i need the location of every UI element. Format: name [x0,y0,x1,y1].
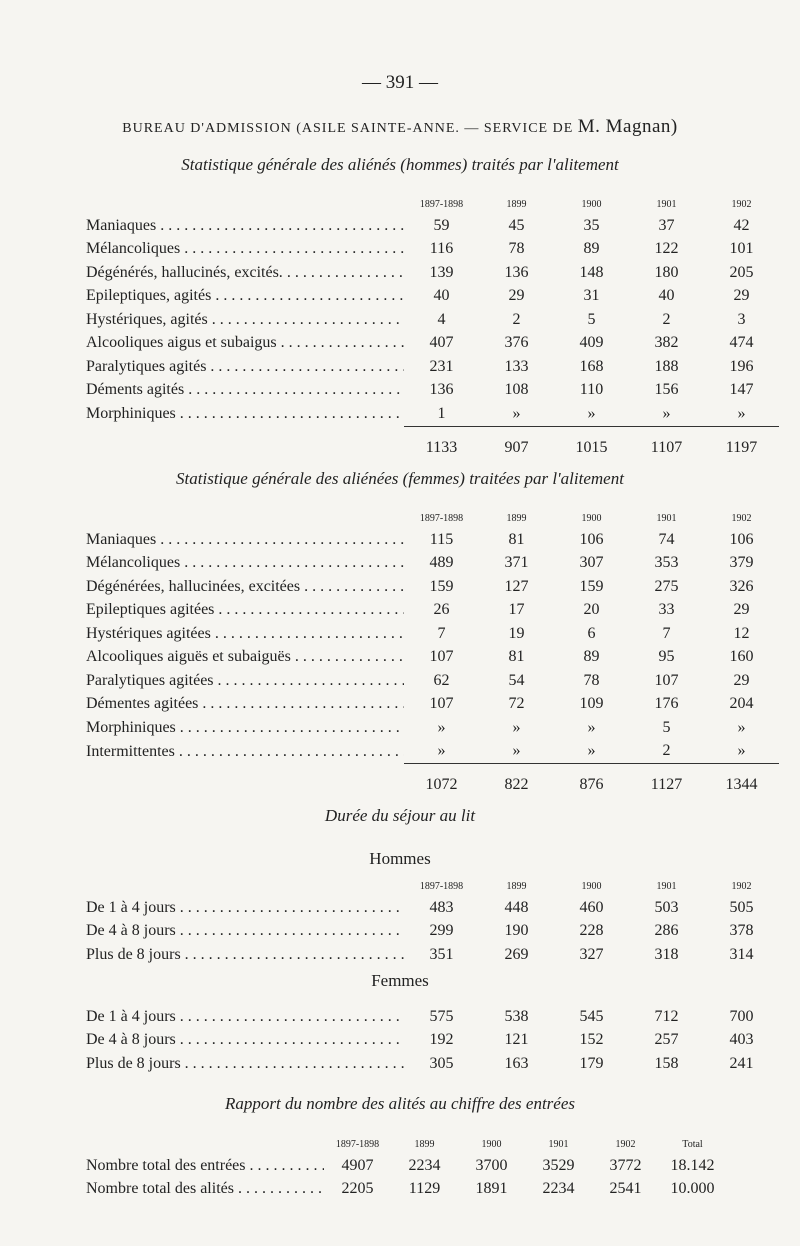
row-label-cell [86,355,404,379]
value-cell: 382 [654,334,679,352]
total-cell: 907 [479,426,554,457]
duration-men-year-header: 1901 [656,880,677,892]
women-row [86,552,779,576]
value-cell: 505 [729,898,754,916]
duration-men-year-header: 1899 [506,880,527,892]
value-cell: 54 [508,671,525,689]
value-cell: » [737,718,746,736]
women-row [86,646,779,670]
ratio-row [86,1154,726,1178]
value-cell: » [512,404,521,422]
men-year-header: 1900 [581,198,602,210]
value-cell: 305 [429,1054,454,1072]
men-table-caption: Statistique générale des aliénés (hommes) traités par l'alitement [181,155,619,174]
value-cell: 460 [579,898,604,916]
value-cell: 228 [579,922,604,940]
duration-men-year-header: 1897-1898 [419,880,464,892]
value-cell: 62 [433,671,450,689]
row-label-cell [86,552,404,576]
value-cell: 700 [729,1007,754,1025]
women-year-header: 1897-1898 [419,512,464,524]
value-cell: 18.142 [670,1156,715,1174]
row-label-cell [86,693,404,717]
row-label: Maniaques . . . [86,531,404,548]
totals-spacer [86,764,404,795]
row-label-cell [86,669,404,693]
value-cell: 448 [504,898,529,916]
value-cell: 40 [658,287,675,305]
value-cell: 139 [429,263,454,281]
row-label-cell [86,308,404,332]
men-row [86,308,779,332]
header-spacer [86,1134,324,1154]
ratio-year-header: 1901 [548,1138,569,1150]
value-cell: 269 [504,945,529,963]
value-cell: 2541 [609,1180,642,1198]
value-cell: 192 [429,1031,454,1049]
row-label: Maniaques . . . [86,217,404,234]
women-totals-row [86,764,779,795]
duration-caption: Durée du séjour au lit [324,806,476,825]
page-number: — 391 — [362,72,438,93]
value-cell: 2 [512,310,521,328]
value-cell: 231 [429,357,454,375]
value-cell: 712 [654,1007,679,1025]
men-row [86,285,779,309]
women-year-header: 1902 [731,512,752,524]
value-cell: 286 [654,922,679,940]
women-row [86,740,779,764]
duration-men-year-header: 1902 [731,880,752,892]
value-cell: 107 [429,695,454,713]
value-cell: 74 [658,530,675,548]
value-cell: 101 [729,240,754,258]
value-cell: 7 [437,624,446,642]
row-label: Nombre total des entrées . . . [86,1157,324,1174]
row-label: Alcooliques aiguës et subaiguës . . . [86,648,404,665]
value-cell: 180 [654,263,679,281]
men-row [86,355,779,379]
row-label: Morphiniques . . . [86,405,404,422]
value-cell: 351 [429,945,454,963]
value-cell: 5 [662,718,671,736]
value-cell: 1129 [408,1180,441,1198]
value-cell: 275 [654,577,679,595]
value-cell: 204 [729,695,754,713]
row-label: Paralytiques agités . . . [86,358,404,375]
duration-men-year-header: 1900 [581,880,602,892]
value-cell: » [662,404,671,422]
value-cell: 403 [729,1031,754,1049]
value-cell: 3 [737,310,746,328]
value-cell: 1891 [475,1180,508,1198]
row-label-cell [86,214,404,238]
value-cell: 538 [504,1007,529,1025]
row-label-cell [86,1005,404,1029]
value-cell: 148 [579,263,604,281]
total-cell: 876 [554,764,629,795]
duration-men-row [86,920,779,944]
value-cell: » [737,404,746,422]
women-table-caption: Statistique générale des aliénées (femmes) traitées par l'alitement [176,469,624,488]
value-cell: 147 [729,381,754,399]
row-label-cell [86,1154,324,1178]
value-cell: 168 [579,357,604,375]
women-row [86,716,779,740]
men-year-header: 1902 [731,198,752,210]
value-cell: 72 [508,695,525,713]
value-cell: » [512,718,521,736]
row-label: Mélancoliques . . . [86,554,404,571]
men-header-row [86,194,779,214]
duration-women-table [86,1005,779,1076]
value-cell: 4907 [341,1156,374,1174]
value-cell: 12 [733,624,750,642]
totals-spacer [86,426,404,457]
women-year-header: 1900 [581,512,602,524]
row-label: Mélancoliques . . . [86,240,404,257]
duration-men-row [86,943,779,967]
row-label: Dégénérées, hallucinées, excitées . . . [86,578,404,595]
women-row [86,599,779,623]
men-row [86,379,779,403]
men-row [86,332,779,356]
row-label: Plus de 8 jours . . . [86,946,404,963]
row-label: De 1 à 4 jours . . . [86,1008,404,1025]
value-cell: » [437,742,446,760]
total-cell: 1197 [704,426,779,457]
value-cell: 116 [429,240,454,258]
row-label: Démentes agitées . . . [86,695,404,712]
row-label: Hystériques agitées . . . [86,625,404,642]
value-cell: 35 [583,216,600,234]
total-cell: 1127 [629,764,704,795]
value-cell: 503 [654,898,679,916]
value-cell: » [737,742,746,760]
row-label: Epileptiques agitées . . . [86,601,404,618]
value-cell: 2234 [542,1180,575,1198]
value-cell: 190 [504,922,529,940]
value-cell: 106 [579,530,604,548]
row-label-cell [86,238,404,262]
row-label-cell [86,1029,404,1053]
value-cell: 376 [504,334,529,352]
value-cell: 136 [504,263,529,281]
value-cell: 89 [583,240,600,258]
value-cell: 205 [729,263,754,281]
row-label-cell [86,285,404,309]
value-cell: 40 [433,287,450,305]
value-cell: 4 [437,310,446,328]
men-row [86,261,779,285]
value-cell: 89 [583,648,600,666]
value-cell: 327 [579,945,604,963]
value-cell: 6 [587,624,596,642]
value-cell: 474 [729,334,754,352]
total-cell: 1015 [554,426,629,457]
row-label-cell [86,622,404,646]
value-cell: 1 [437,404,446,422]
row-label-cell [86,1052,404,1076]
row-label-cell [86,716,404,740]
women-row [86,528,779,552]
row-label-cell [86,575,404,599]
value-cell: 42 [733,216,750,234]
row-label: Epileptiques, agités . . . [86,287,404,304]
value-cell: 378 [729,922,754,940]
duration-women-row [86,1005,779,1029]
row-label: De 4 à 8 jours . . . [86,922,404,939]
value-cell: 133 [504,357,529,375]
header-name: M. Magnan) [577,116,678,137]
ratio-caption: Rapport du nombre des alités au chiffre des entrées [224,1094,576,1113]
value-cell: 3700 [475,1156,508,1174]
value-cell: 7 [662,624,671,642]
ratio-year-header: 1899 [414,1138,435,1150]
value-cell: 29 [733,671,750,689]
women-year-header: 1901 [656,512,677,524]
value-cell: 3772 [609,1156,642,1174]
men-year-header: 1901 [656,198,677,210]
duration-men-row [86,896,779,920]
value-cell: 314 [729,945,754,963]
value-cell: 81 [508,530,525,548]
value-cell: 108 [504,381,529,399]
row-label-cell [86,379,404,403]
value-cell: 483 [429,898,454,916]
value-cell: 545 [579,1007,604,1025]
value-cell: 489 [429,554,454,572]
row-label-cell [86,740,404,764]
value-cell: 5 [587,310,596,328]
value-cell: 107 [654,671,679,689]
value-cell: 26 [433,601,450,619]
men-row [86,238,779,262]
page-header [0,116,800,138]
men-row [86,214,779,238]
row-label: De 4 à 8 jours . . . [86,1031,404,1048]
women-statistics-table [86,508,779,794]
value-cell: 29 [733,287,750,305]
women-header-row [86,508,779,528]
ratio-header-row [86,1134,726,1154]
row-label: Nombre total des alités . . . [86,1180,324,1197]
header-spacer [86,194,404,214]
value-cell: 409 [579,334,604,352]
value-cell: 159 [429,577,454,595]
row-label: Paralytiques agitées . . . [86,672,404,689]
row-label-cell [86,528,404,552]
value-cell: » [587,718,596,736]
row-label-cell [86,332,404,356]
value-cell: » [587,742,596,760]
row-label-cell [86,920,404,944]
value-cell: 45 [508,216,525,234]
value-cell: 78 [508,240,525,258]
value-cell: 29 [733,601,750,619]
duration-men-heading: Hommes [369,849,431,868]
value-cell: 33 [658,601,675,619]
value-cell: 10.000 [670,1180,715,1198]
total-cell: 1072 [404,764,479,795]
value-cell: 110 [579,381,604,399]
value-cell: 163 [504,1054,529,1072]
value-cell: 299 [429,922,454,940]
value-cell: 188 [654,357,679,375]
row-label-cell [86,402,404,426]
value-cell: 121 [504,1031,529,1049]
value-cell: 95 [658,648,675,666]
men-statistics-table [86,194,779,457]
duration-men-table [86,876,779,967]
value-cell: 307 [579,554,604,572]
value-cell: 2205 [341,1180,374,1198]
men-year-header: 1899 [506,198,527,210]
men-row [86,402,779,426]
women-row [86,622,779,646]
row-label: De 1 à 4 jours . . . [86,899,404,916]
row-label: Déments agités . . . [86,381,404,398]
row-label-cell [86,261,404,285]
ratio-year-header: 1897-1898 [335,1138,380,1150]
header-spacer [86,508,404,528]
men-year-header: 1897-1898 [419,198,464,210]
value-cell: 176 [654,695,679,713]
row-label: Plus de 8 jours . . . [86,1055,404,1072]
value-cell: 2234 [408,1156,441,1174]
women-row [86,575,779,599]
value-cell: 179 [579,1054,604,1072]
value-cell: 59 [433,216,450,234]
header-prefix: BUREAU D'ADMISSION (ASILE SAINTE-ANNE. — SERVICE DE [122,121,574,136]
row-label-cell [86,943,404,967]
value-cell: 19 [508,624,525,642]
value-cell: 160 [729,648,754,666]
value-cell: 158 [654,1054,679,1072]
total-cell: 1344 [704,764,779,795]
men-totals-row [86,426,779,457]
value-cell: 127 [504,577,529,595]
row-label-cell [86,599,404,623]
value-cell: 29 [508,287,525,305]
row-label: Dégénérés, hallucinés, excités. . . . [86,264,404,281]
value-cell: 37 [658,216,675,234]
header-spacer [86,876,404,896]
value-cell: 122 [654,240,679,258]
row-label: Morphiniques . . . [86,719,404,736]
value-cell: 257 [654,1031,679,1049]
value-cell: 379 [729,554,754,572]
value-cell: 156 [654,381,679,399]
row-label-cell [86,896,404,920]
value-cell: » [587,404,596,422]
ratio-table [86,1134,726,1201]
value-cell: » [512,742,521,760]
value-cell: 152 [579,1031,604,1049]
value-cell: 2 [662,310,671,328]
value-cell: 17 [508,601,525,619]
value-cell: 159 [579,577,604,595]
row-label: Hystériques, agités . . . [86,311,404,328]
row-label-cell [86,646,404,670]
value-cell: 326 [729,577,754,595]
value-cell: » [437,718,446,736]
row-label: Intermittentes . . . [86,743,404,760]
value-cell: 371 [504,554,529,572]
ratio-row [86,1178,726,1202]
value-cell: 20 [583,601,600,619]
value-cell: 107 [429,648,454,666]
value-cell: 78 [583,671,600,689]
value-cell: 31 [583,287,600,305]
value-cell: 115 [429,530,454,548]
duration-women-row [86,1052,779,1076]
value-cell: 575 [429,1007,454,1025]
row-label-cell [86,1178,324,1202]
value-cell: 196 [729,357,754,375]
women-year-header: 1899 [506,512,527,524]
women-row [86,693,779,717]
duration-women-heading: Femmes [371,971,429,990]
value-cell: 353 [654,554,679,572]
value-cell: 241 [729,1054,754,1072]
total-cell: 822 [479,764,554,795]
value-cell: 109 [579,695,604,713]
value-cell: 136 [429,381,454,399]
value-cell: 407 [429,334,454,352]
duration-men-header-row [86,876,779,896]
value-cell: 81 [508,648,525,666]
value-cell: 2 [662,742,671,760]
duration-women-row [86,1029,779,1053]
total-cell: 1107 [629,426,704,457]
ratio-year-header: 1900 [481,1138,502,1150]
ratio-year-header: 1902 [615,1138,636,1150]
value-cell: 106 [729,530,754,548]
ratio-year-header: Total [682,1138,703,1150]
women-row [86,669,779,693]
row-label: Alcooliques aigus et subaigus . . . [86,334,404,351]
total-cell: 1133 [404,426,479,457]
value-cell: 3529 [542,1156,575,1174]
value-cell: 318 [654,945,679,963]
